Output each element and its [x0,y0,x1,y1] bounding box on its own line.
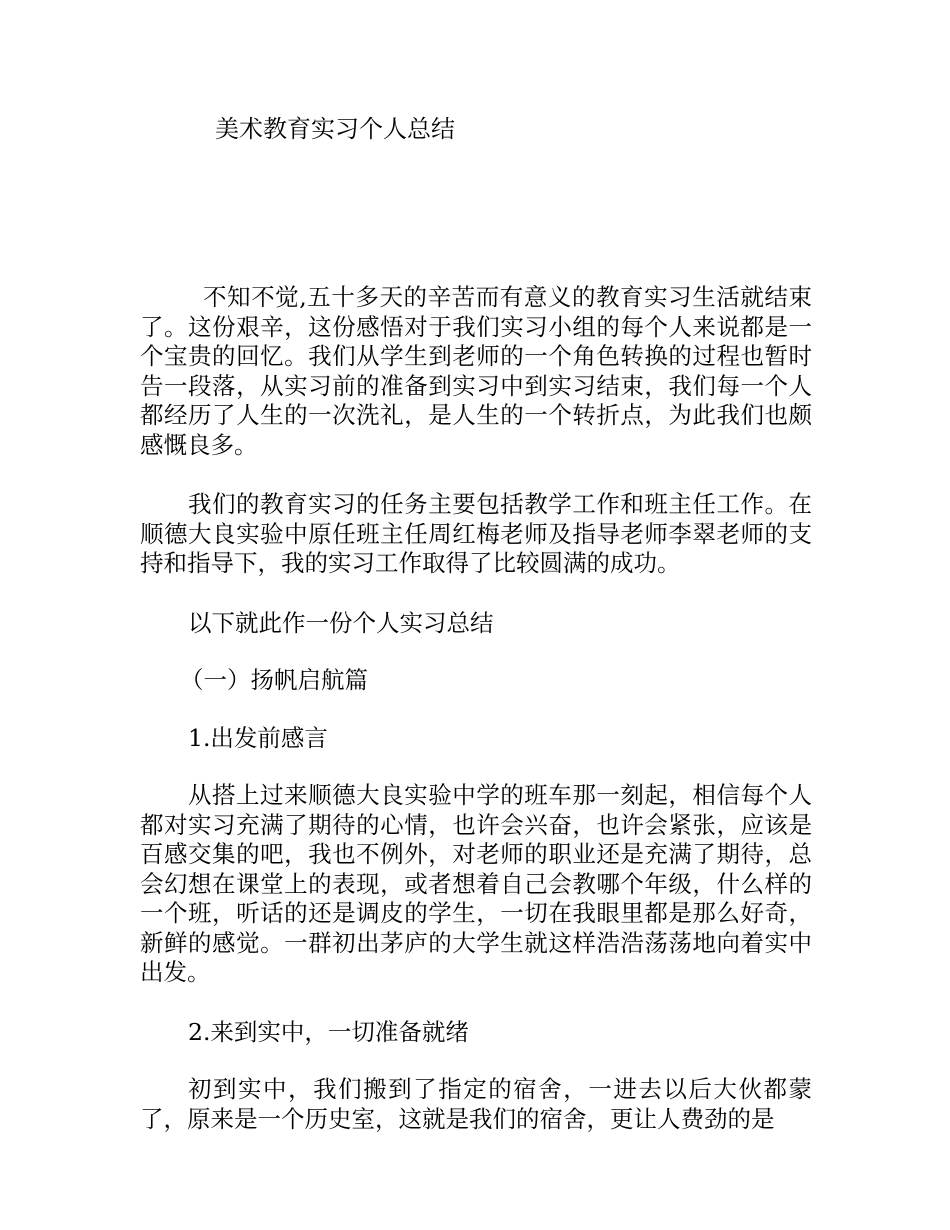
document-body [140,283,812,1164]
paragraph-intro: 不知不觉,五十多天的辛苦而有意义的教育实习生活就结束了。这份艰辛，这份感悟对于我们实习小组的每个人来说都是一个宝贵的回忆。我们从学生到老师的一个角色转换的过程也暂时告一段落，从实习前的准备到实习中到实习结束，我们每一个人都经历了人生的一次洗礼，是人生的一个转折点，为此我们也颇感慨良多。 [140,283,812,459]
paragraph-tasks: 我们的教育实习的任务主要包括教学工作和班主任工作。在顺德大良实验中原任班主任周红梅老师及指导老师李翠老师的支持和指导下，我的实习工作取得了比较圆满的成功。 [140,490,812,577]
section-heading: （一）扬帆启航篇 [180,666,368,694]
document-title: 美术教育实习个人总结 [215,115,455,143]
paragraph-arrival: 初到实中，我们搬到了指定的宿舍，一进去以后大伙都蒙了，原来是一个历史室，这就是我们的宿舍，更让人费劲的是 [140,1075,812,1133]
paragraph-departure: 从搭上过来顺德大良实验中学的班车那一刻起，相信每个人都对实习充满了期待的心情，也许会兴奋，也许会紧张，应该是百感交集的吧，我也不例外，对老师的职业还是充满了期待，总会幻想在课堂上的表现，或者想着自己会教哪个年级，什么样的一个班，听话的还是调皮的学生，一切在我眼里都是那么好奇，新鲜的感觉。一群初出茅庐的大学生就这样浩浩荡荡地向着实中出发。 [140,781,812,986]
subsection-heading-1: 1.出发前感言 [188,723,328,752]
paragraph-summary-lead: 以下就此作一份个人实习总结 [188,608,494,637]
subsection-heading-2: 2.来到实中，一切准备就绪 [188,1017,469,1046]
